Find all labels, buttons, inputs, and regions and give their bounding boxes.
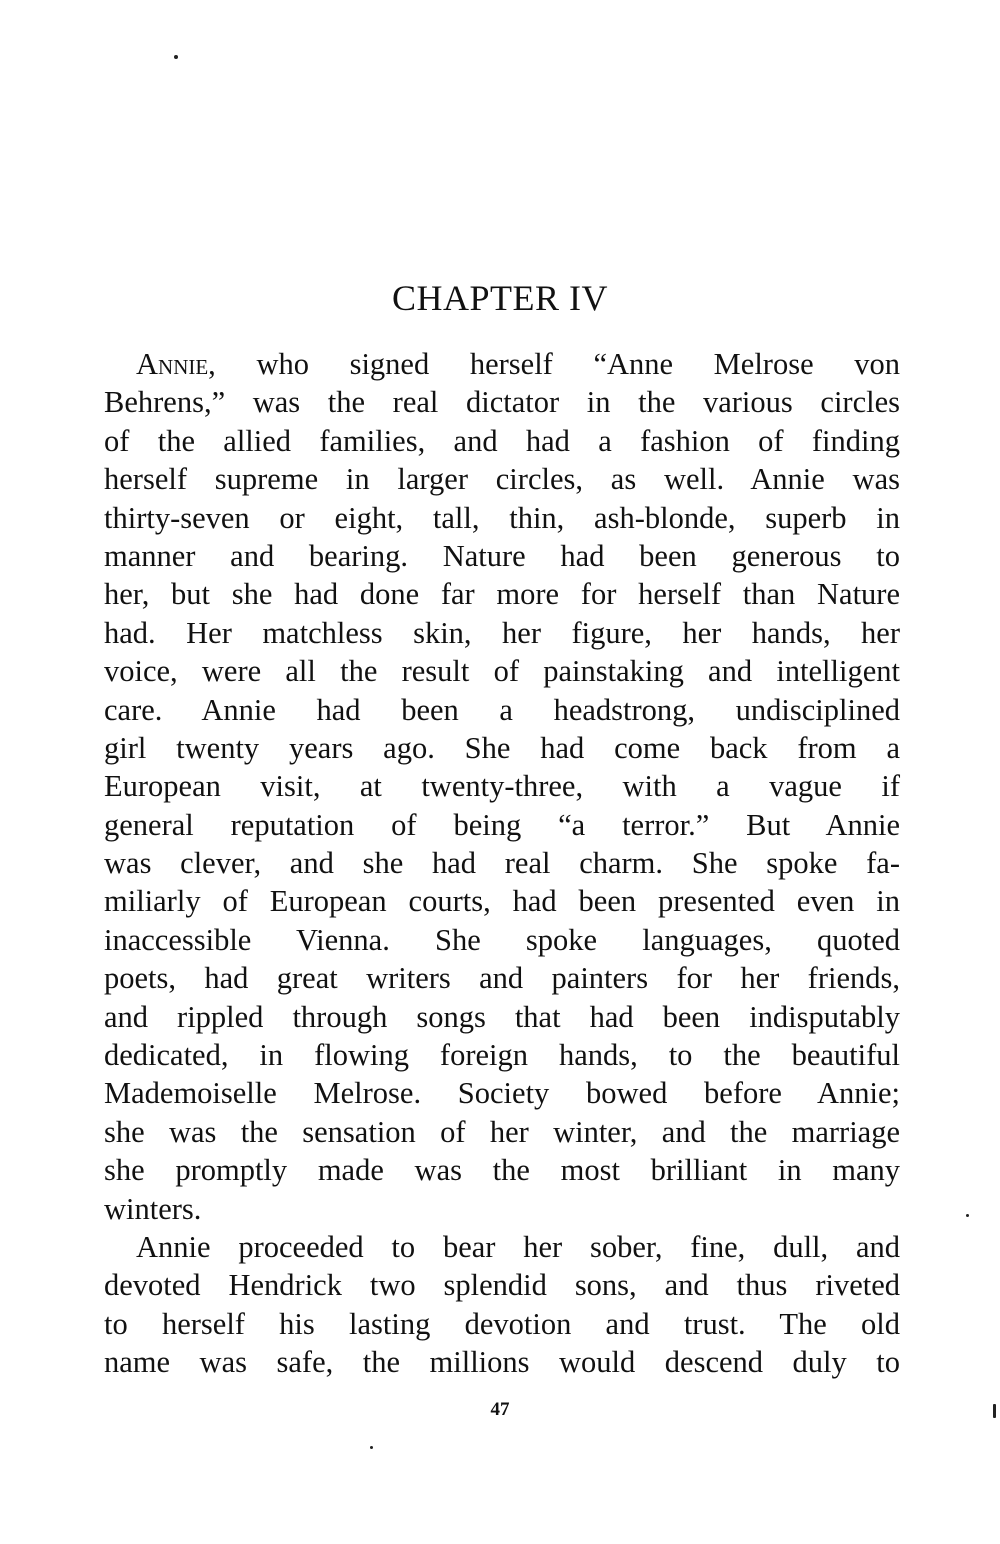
page-number: 47	[490, 1399, 510, 1420]
text-line: manner and bearing. Nature had been generous to	[104, 538, 900, 573]
chapter-title: CHAPTER IV	[391, 278, 608, 318]
text-line: and rippled through songs that had been indisputably	[104, 999, 900, 1034]
text-line: thirty-seven or eight, tall, thin, ash-blonde, superb in	[104, 500, 900, 535]
lead-word: Annie,	[136, 347, 216, 381]
text-line: Annie proceeded to bear her sober, fine, dull, and	[136, 1229, 900, 1264]
paragraph-1	[104, 345, 900, 1228]
text-line: girl twenty years ago. She had come back from a	[104, 730, 900, 765]
paragraph-2	[104, 1228, 900, 1382]
text-line: European visit, at twenty-three, with a vague if	[104, 769, 900, 804]
text-line: her, but she had done far more for herself than Nature	[104, 577, 900, 612]
print-speck	[174, 55, 178, 59]
text-line: Annie, who signed herself “Anne Melrose von	[136, 347, 900, 381]
text-line: had. Her matchless skin, her figure, her hands, her	[104, 615, 900, 650]
text-line: voice, were all the result of painstaking and intelligent	[104, 654, 900, 689]
text-line: Behrens,” was the real dictator in the various circles	[104, 385, 900, 420]
text-line: miliarly of European courts, had been presented even in	[104, 884, 900, 919]
body-text	[104, 345, 900, 1382]
print-speck	[966, 1214, 969, 1217]
text-line: was clever, and she had real charm. She spoke fa-	[104, 846, 900, 881]
text-line: care. Annie had been a headstrong, undisciplined	[104, 692, 900, 727]
text-line: general reputation of being “a terror.” But Annie	[104, 807, 900, 842]
print-speck	[370, 1446, 373, 1449]
print-speck	[993, 1404, 996, 1418]
text-line: dedicated, in flowing foreign hands, to the beautiful	[104, 1038, 900, 1073]
text-line: winters.	[104, 1191, 202, 1226]
text-line: inaccessible Vienna. She spoke languages, quoted	[104, 922, 900, 957]
text-line: poets, had great writers and painters for her friends,	[104, 961, 900, 996]
text-line: devoted Hendrick two splendid sons, and thus riveted	[104, 1268, 900, 1303]
text-line: of the allied families, and had a fashion of finding	[104, 423, 900, 458]
text-line: she was the sensation of her winter, and the marriage	[104, 1114, 900, 1149]
text-line: herself supreme in larger circles, as well. Annie was	[104, 462, 900, 497]
text-line: to herself his lasting devotion and trust. The old	[104, 1306, 900, 1341]
text-line: name was safe, the millions would descend duly to	[104, 1345, 900, 1380]
text-line: Mademoiselle Melrose. Society bowed before Annie;	[104, 1076, 900, 1111]
text-line: she promptly made was the most brilliant in many	[104, 1153, 900, 1188]
